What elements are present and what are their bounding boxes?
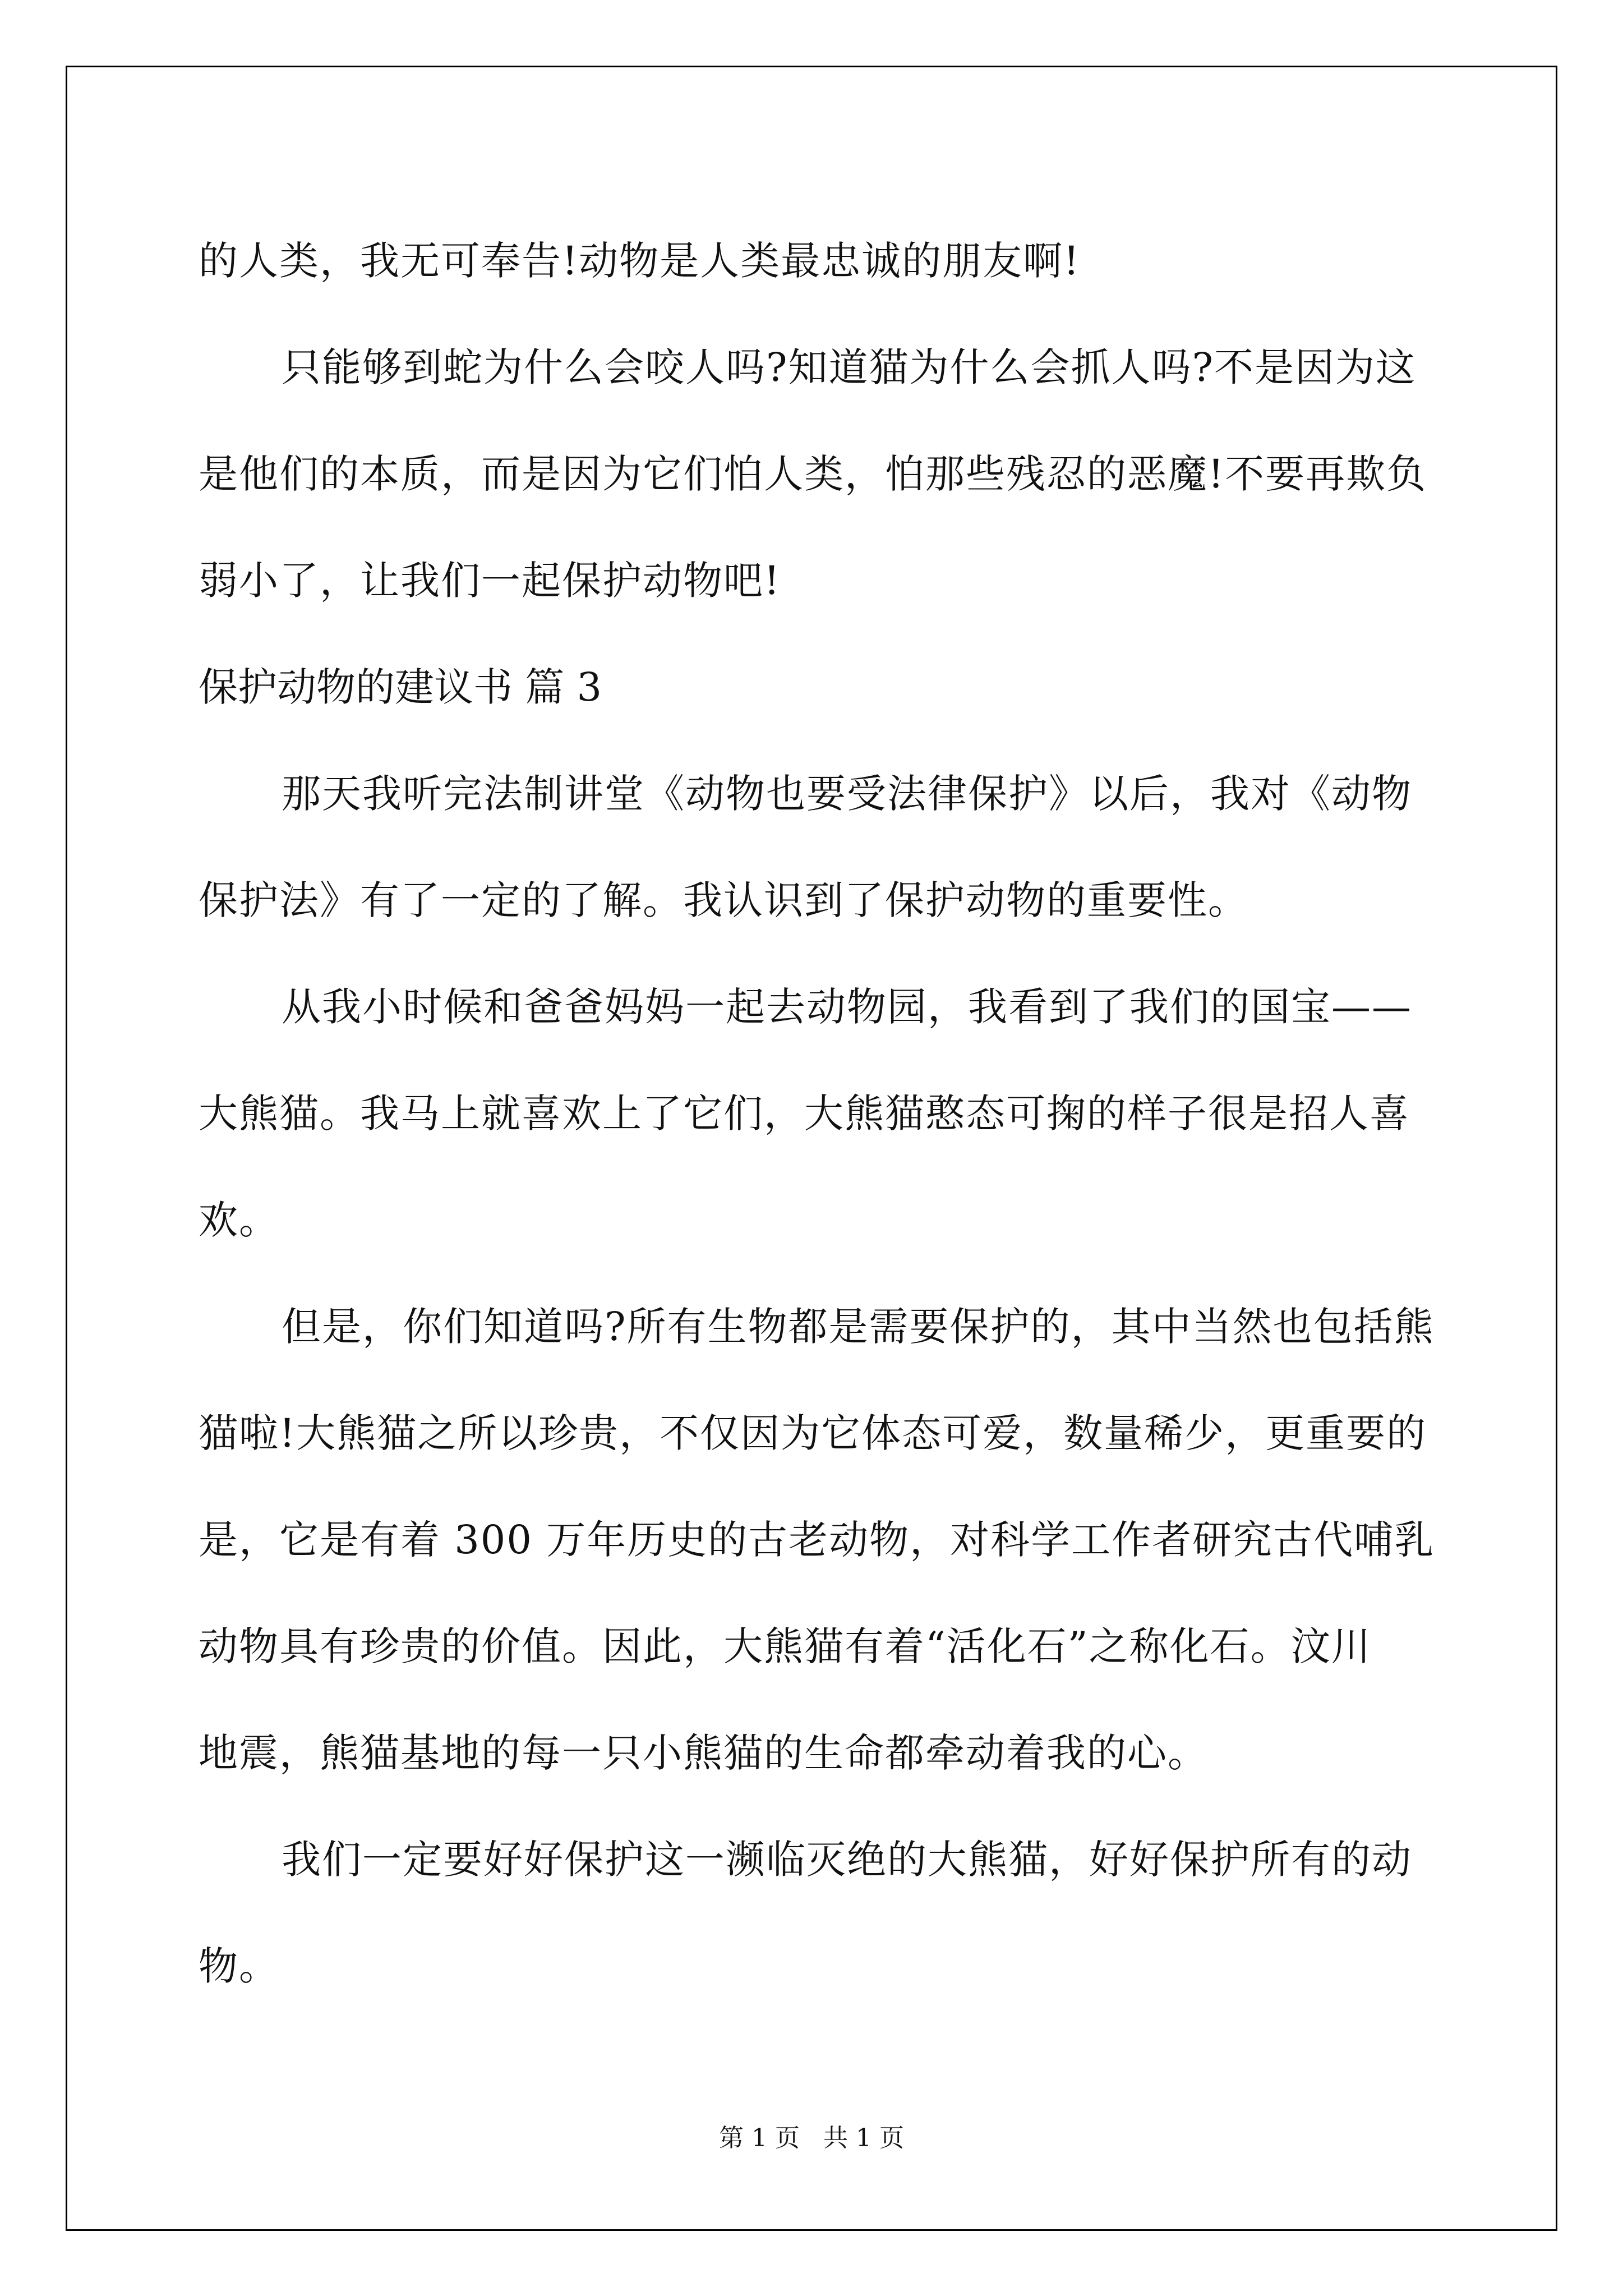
text-line: 是他们的本质，而是因为它们怕人类，怕那些残忍的恶魔!不要再欺负 bbox=[199, 451, 1427, 497]
text-line: 弱小了，让我们一起保护动物吧! bbox=[199, 558, 781, 604]
text-line: 保护法》有了一定的了解。我认识到了保护动物的重要性。 bbox=[199, 877, 1248, 923]
text-line: 大熊猫。我马上就喜欢上了它们，大熊猫憨态可掬的样子很是招人喜 bbox=[199, 1091, 1410, 1137]
text-line: 地震，熊猫基地的每一只小熊猫的生命都牵动着我的心。 bbox=[199, 1730, 1208, 1776]
text-line: 是，它是有着 300 万年历史的古老动物，对科学工作者研究古代哺乳 bbox=[199, 1517, 1435, 1563]
document-body bbox=[199, 208, 1435, 2019]
text-line: 动物具有珍贵的价值。因此，大熊猫有着“活化石”之称化石。汶川 bbox=[199, 1623, 1372, 1669]
paragraph-first-line: 只能够到蛇为什么会咬人吗?知道猫为什么会抓人吗?不是因为这 bbox=[282, 344, 1417, 390]
paragraph-first-line: 我们一定要好好保护这一濒临灭绝的大熊猫，好好保护所有的动 bbox=[282, 1837, 1412, 1883]
section-heading: 保护动物的建议书 篇 3 bbox=[199, 664, 602, 710]
text-line: 猫啦!大熊猫之所以珍贵，不仅因为它体态可爱，数量稀少，更重要的 bbox=[199, 1410, 1427, 1456]
paragraph-first-line: 从我小时候和爸爸妈妈一起去动物园，我看到了我们的国宝—— bbox=[282, 984, 1412, 1030]
text-line: 物。 bbox=[199, 1943, 279, 1989]
text-line: 欢。 bbox=[199, 1197, 279, 1243]
paragraph-first-line: 但是，你们知道吗?所有生物都是需要保护的，其中当然也包括熊 bbox=[282, 1304, 1435, 1350]
text-line: 的人类，我无可奉告!动物是人类最忠诚的朋友啊! bbox=[199, 238, 1081, 284]
paragraph-first-line: 那天我听完法制讲堂《动物也要受法律保护》以后，我对《动物 bbox=[282, 771, 1412, 817]
page-footer: 第 1 页 共 1 页 bbox=[719, 2124, 904, 2152]
